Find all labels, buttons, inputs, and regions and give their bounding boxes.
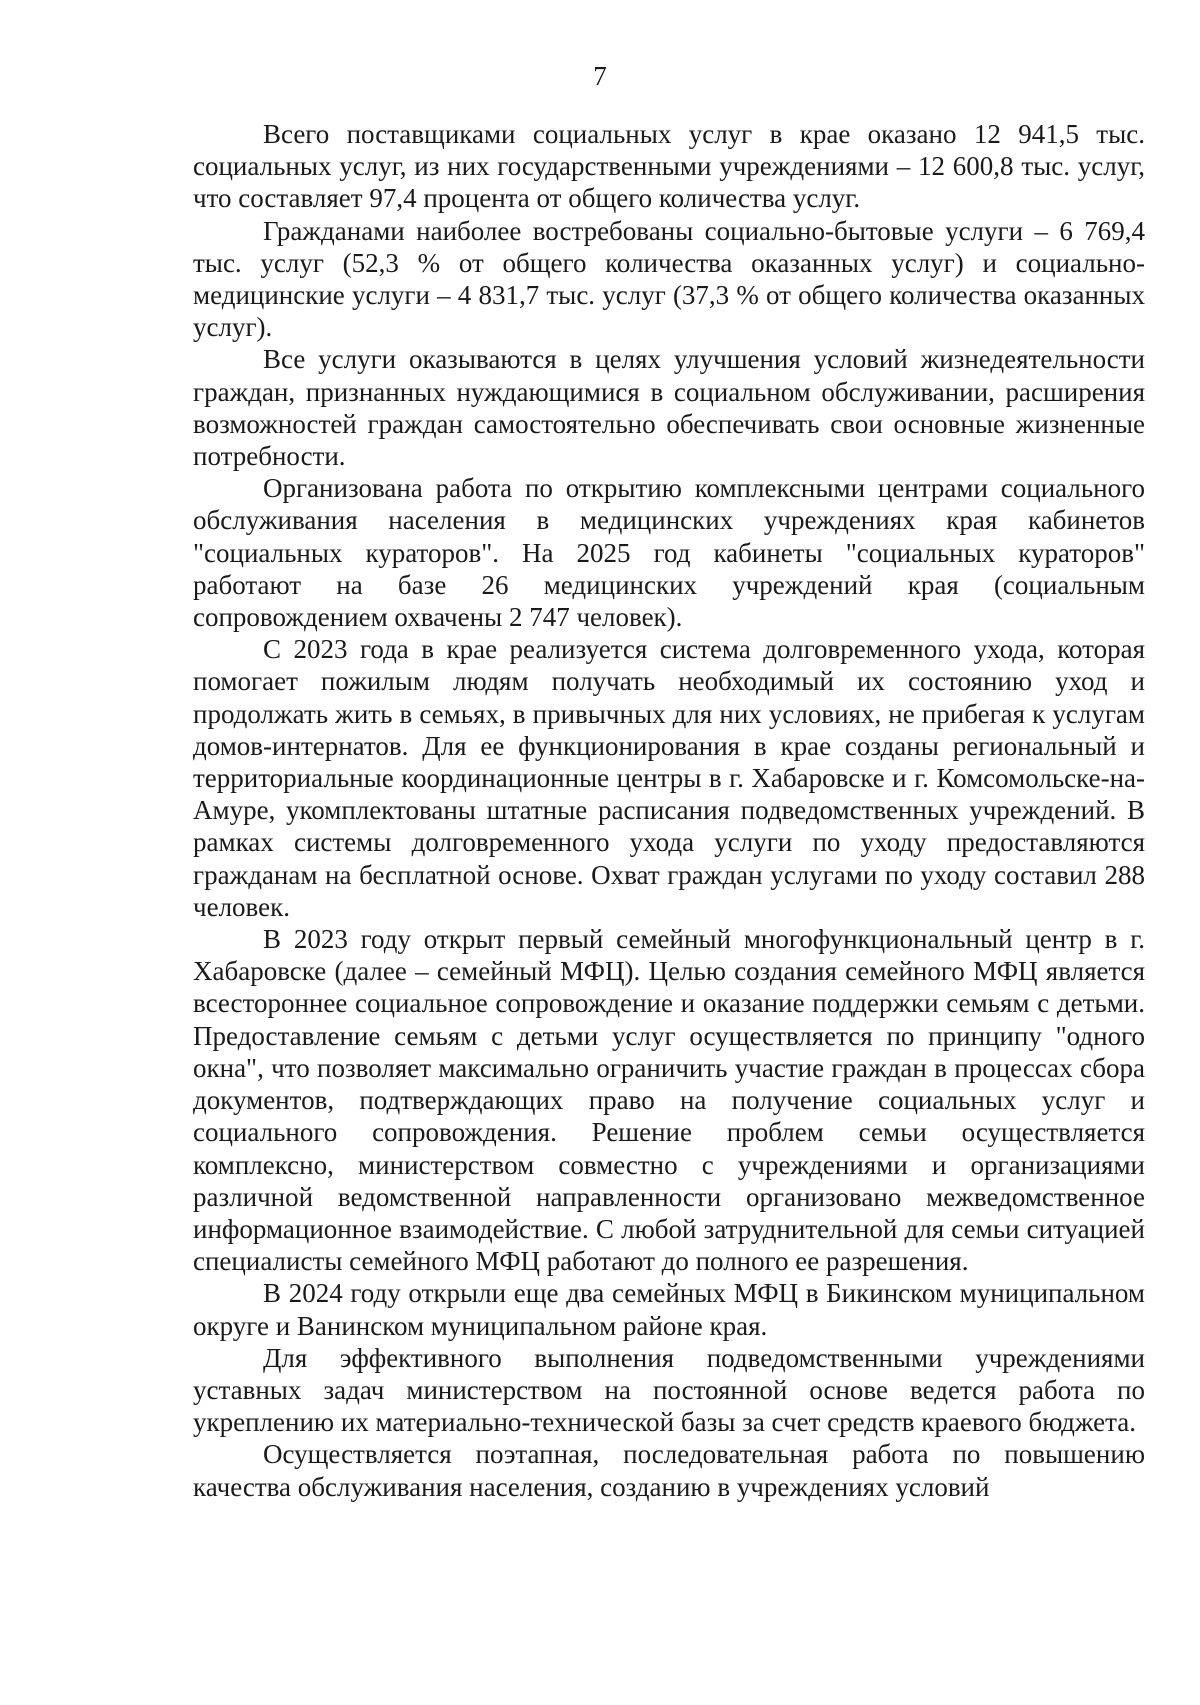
paragraph-long-term-care: С 2023 года в крае реализуется система долговременного ухода, которая помогает пожилым людям получать необходимый их состоянию уход и продолжать жить в семьях, в привычных для них условиях, не прибегая к услугам домов-интернатов. Для ее функционирования в крае созданы региональный и территориальные координационные центры в г. Хабаровске и г. Комсомольске-на-Амуре, укомплектованы штатные расписания подведомственных учреждений. В рамках системы долговременного ухода услуги по уходу предоставляются гражданам на бесплатной основе. Охват граждан услугами по уходу составил 288 человек.	[193, 634, 1145, 922]
paragraph-demanded-services: Гражданами наиболее востребованы социально-бытовые услуги – 6 769,4 тыс. услуг (52,3 % от общего количества оказанных услуг) и социально-медицинские услуги – 4 831,7 тыс. услуг (37,3 % от общего количества оказанных услуг).	[193, 215, 1145, 343]
paragraph-new-mfc-2024: В 2024 году открыли еще два семейных МФЦ в Бикинском муниципальном округе и Ванинском муниципальном районе края.	[193, 1278, 1145, 1341]
paragraph-services-total: Всего поставщиками социальных услуг в крае оказано 12 941,5 тыс. социальных услуг, из них государственными учреждениями – 12 600,8 тыс. услуг, что составляет 97,4 процента от общего количества услуг.	[193, 119, 1145, 214]
paragraph-services-purpose: Все услуги оказываются в целях улучшения условий жизнедеятельности граждан, признанных нуждающимися в социальном обслуживании, расширения возможностей граждан самостоятельно обеспечивать свои основные жизненные потребности.	[193, 344, 1145, 472]
page-number: 7	[593, 61, 607, 91]
paragraph-material-base: Для эффективного выполнения подведомственными учреждениями уставных задач министерством на постоянной основе ведется работа по укреплению их материально-технической базы за счет средств краевого бюджета.	[193, 1342, 1145, 1438]
document-body	[193, 118, 1145, 1503]
paragraph-family-mfc: В 2023 году открыт первый семейный многофункциональный центр в г. Хабаровске (далее – семейный МФЦ). Целью создания семейного МФЦ является всестороннее социальное сопровождение и оказание поддержки семьям с детьми. Предоставление семьям с детьми услуг осуществляется по принципу "одного окна", что позволяет максимально ограничить участие граждан в процессах сбора документов, подтверждающих право на получение социальных услуг и социального сопровождения. Решение проблем семьи осуществляется комплексно, министерством совместно с учреждениями и организациями различной ведомственной направленности организовано межведомственное информационное взаимодействие. С любой затруднительной для семьи ситуацией специалисты семейного МФЦ работают до полного ее разрешения.	[193, 924, 1145, 1277]
paragraph-quality-improvement: Осуществляется поэтапная, последовательная работа по повышению качества обслуживания населения, созданию в учреждениях условий	[193, 1439, 1145, 1502]
paragraph-social-curators: Организована работа по открытию комплексными центрами социального обслуживания населения в медицинских учреждениях края кабинетов "социальных кураторов". На 2025 год кабинеты "социальных кураторов" работают на базе 26 медицинских учреждений края (социальным сопровождением охвачены 2 747 человек).	[193, 473, 1145, 633]
